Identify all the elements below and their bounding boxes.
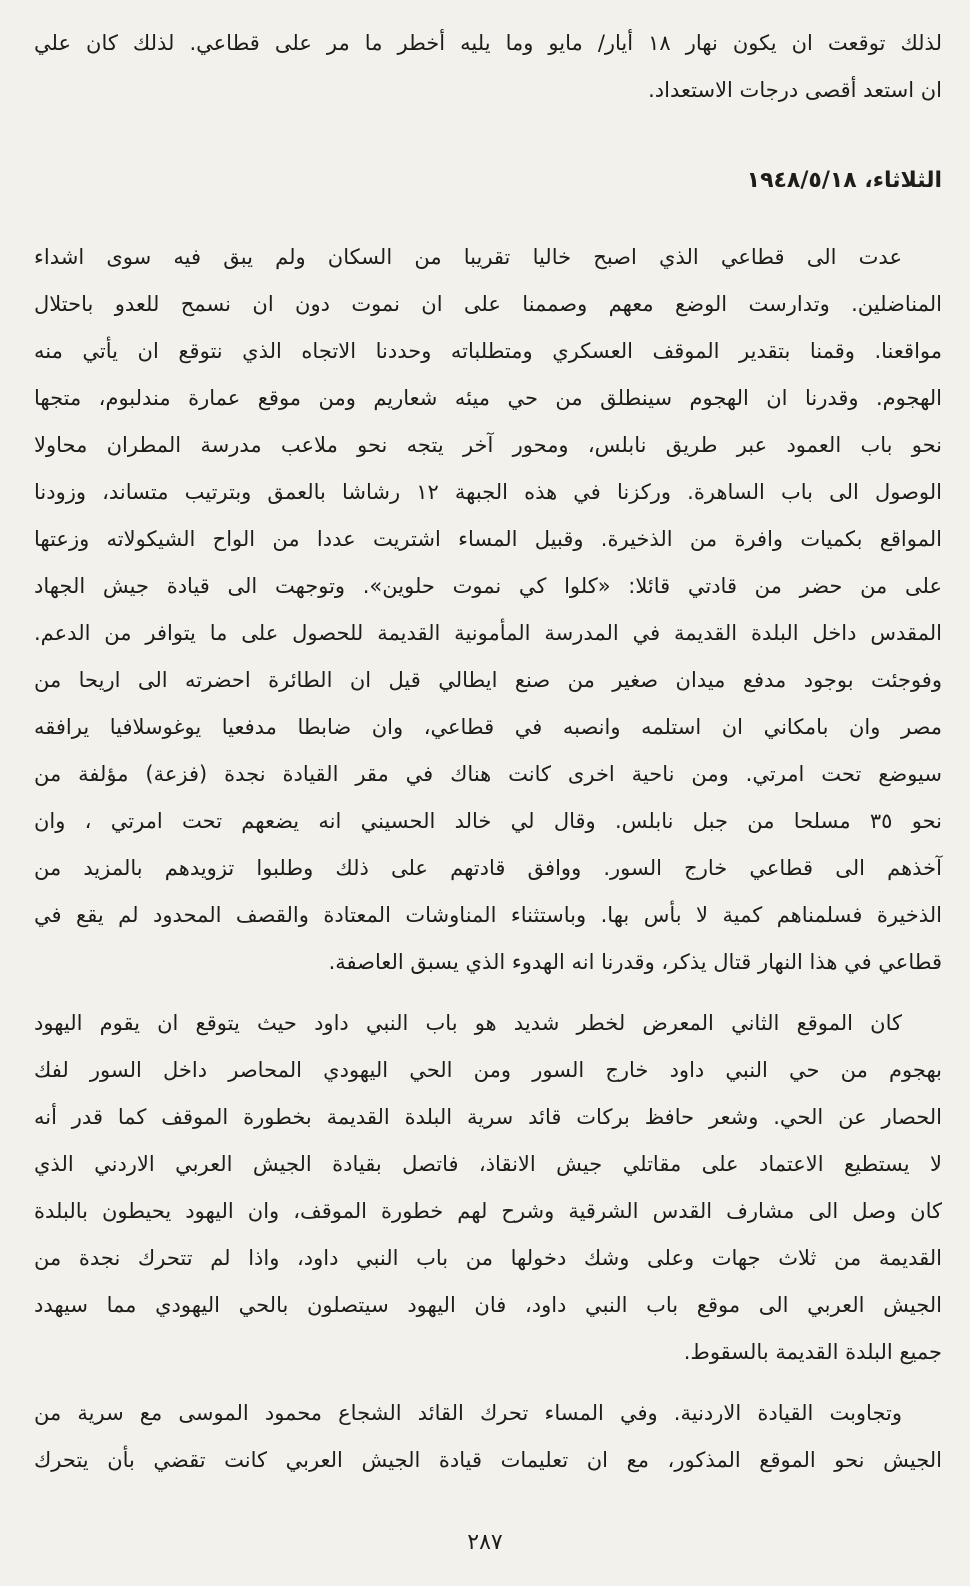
text-line: الجيش العربي الى موقع باب النبي داود، فان اليهود سيتصلون بالحي اليهودي مما سيهدد: [34, 1293, 942, 1317]
text-line: القديمة من ثلاث جهات وعلى وشك دخولها من باب النبي داود، واذا لم تتحرك نجدة من: [34, 1246, 942, 1270]
text-line: مصر وان بامكاني ان استلمه وانصبه في قطاعي، وان ضابطا مدفعيا يوغوسلافيا يرافقه: [34, 715, 942, 739]
text-line: وتجاوبت القيادة الاردنية. وفي المساء تحرك القائد الشجاع محمود الموسى مع سرية من: [34, 1401, 902, 1425]
text-line: كان الموقع الثاني المعرض لخطر شديد هو باب النبي داود حيث يتوقع ان يقوم اليهود: [34, 1011, 902, 1035]
text-line: المقدس داخل البلدة القديمة في المدرسة المأمونية القديمة للحصول على ما يتوافر من الدعم.: [34, 621, 942, 645]
text-line: جميع البلدة القديمة بالسقوط.: [683, 1340, 942, 1364]
text-line: المواقع بكميات وافرة من الذخيرة. وقبيل المساء اشتريت عددا من الواح الشيكولاته وزعتها: [34, 527, 942, 551]
text-line: الوصول الى باب الساهرة. وركزنا في هذه الجبهة ١٢ رشاشا بالعمق وبترتيب متساند، وزودنا: [34, 480, 942, 504]
text-line: كان وصل الى مشارف القدس الشرقية وشرح لهم خطورة الموقف، وان اليهود يحيطون بالبلدة: [34, 1199, 942, 1223]
text-line: قطاعي في هذا النهار قتال يذكر، وقدرنا انه الهدوء الذي يسبق العاصفة.: [328, 950, 942, 974]
text-line: المناضلين. وتدارست الوضع معهم وصممنا على ان نموت دون ان نسمح للعدو باحتلال: [34, 292, 942, 316]
text-line: الهجوم. وقدرنا ان الهجوم سينطلق من حي ميئه شعاريم ومن موقع عمارة مندلبوم، متجها: [34, 386, 942, 410]
text-line: بهجوم من حي النبي داود خارج السور ومن الحي اليهودي المحاصر داخل السور لفك: [34, 1058, 942, 1082]
text-line: سيوضع تحت امرتي. ومن ناحية اخرى كانت هناك في مقر القيادة نجدة (فزعة) مؤلفة من: [34, 762, 942, 786]
text-line: على من حضر من قادتي قائلا: «كلوا كي نموت حلوين». وتوجهت الى قيادة جيش الجهاد: [34, 574, 942, 598]
intro-paragraph: [34, 20, 942, 114]
text-line: عدت الى قطاعي الذي اصبح خاليا تقريبا من السكان ولم يبق فيه سوى اشداء: [34, 245, 902, 269]
text-line: نحو باب العمود عبر طريق نابلس، ومحور آخر يتجه نحو ملاعب مدرسة المطران محاولا: [34, 433, 942, 457]
text-line: آخذهم الى قطاعي خارج السور. ووافق قادتهم على ذلك وطلبوا تزويدهم بالمزيد من: [34, 856, 942, 880]
text-line: وفوجئت بوجود مدفع ميدان صغير من صنع ايطالي قيل ان الطائرة احضرته الى اريحا من: [34, 668, 942, 692]
text-line: الذخيرة فسلمناهم كمية لا بأس بها. وباستثناء المناوشات المعتادة والقصف المحدود لم يقع في: [34, 903, 942, 927]
paragraph-2: [34, 1000, 942, 1376]
date-heading: الثلاثاء، ١٩٤٨/٥/١٨: [746, 168, 942, 193]
text-line: لا يستطيع الاعتماد على مقاتلي جيش الانقاذ، فاتصل بقيادة الجيش العربي الاردني الذي: [34, 1152, 942, 1176]
paragraph-1: [34, 234, 942, 986]
paragraph-3: [34, 1390, 942, 1484]
text-line: ان استعد أقصى درجات الاستعداد.: [648, 78, 942, 102]
text-line: لذلك توقعت ان يكون نهار ١٨ أيار/ مايو وما يليه أخطر ما مر على قطاعي. لذلك كان علي: [34, 31, 942, 55]
text-line: الحصار عن الحي. وشعر حافظ بركات قائد سرية البلدة القديمة بخطورة الموقف كما قدر أنه: [34, 1105, 942, 1129]
page-number: ٢٨٧: [467, 1530, 503, 1555]
text-line: الجيش نحو الموقع المذكور، مع ان تعليمات قيادة الجيش العربي كانت تقضي بأن يتحرك: [34, 1448, 942, 1472]
text-line: نحو ٣٥ مسلحا من جبل نابلس. وقال لي خالد الحسيني انه يضعهم تحت امرتي ، وان: [34, 809, 942, 833]
text-line: مواقعنا. وقمنا بتقدير الموقف العسكري ومتطلباته وحددنا الاتجاه الذي نتوقع ان يأتي منه: [34, 339, 942, 363]
